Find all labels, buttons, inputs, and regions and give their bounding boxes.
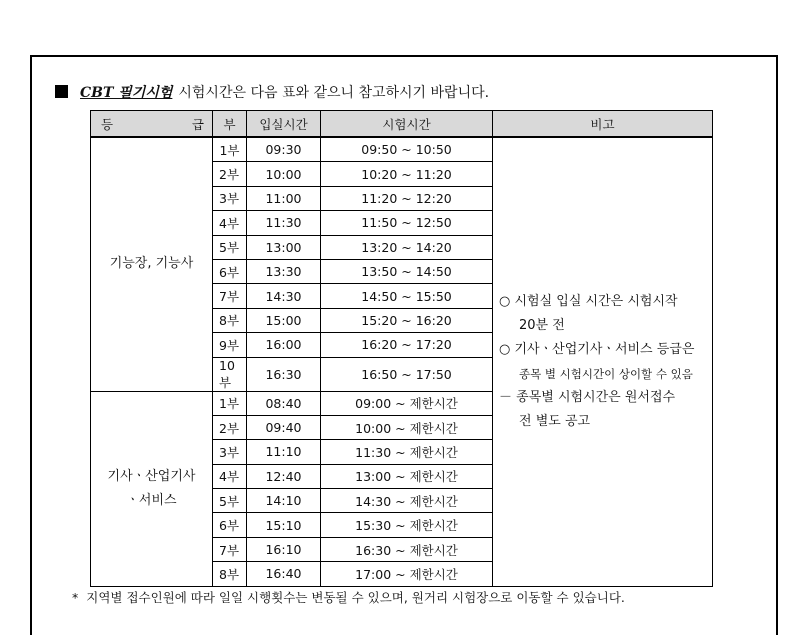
note-line: 20분 전	[519, 317, 565, 333]
exam-time-cell: 17:00 ~ 제한시간	[321, 562, 493, 586]
part-cell: 8부	[213, 308, 247, 332]
part-cell: 2부	[213, 162, 247, 186]
part-cell: 4부	[213, 464, 247, 488]
col-header-grade: 등 급	[91, 111, 213, 138]
entry-time-cell: 10:00	[247, 162, 321, 186]
entry-time-cell: 09:40	[247, 415, 321, 439]
exam-time-cell: 10:00 ~ 제한시간	[321, 415, 493, 439]
part-cell: 4부	[213, 211, 247, 235]
exam-time-cell: 16:30 ~ 제한시간	[321, 537, 493, 561]
heading-text: 시험시간은 다음 표와 같으니 참고하시기 바랍니다.	[178, 85, 490, 101]
part-cell: 3부	[213, 186, 247, 210]
part-cell: 10부	[213, 357, 247, 391]
note-line: ○ 시험실 입실 시간은 시험시작	[499, 293, 678, 309]
exam-schedule-table	[90, 110, 713, 587]
part-cell: 2부	[213, 415, 247, 439]
exam-time-cell: 16:20 ~ 17:20	[321, 333, 493, 357]
section-heading	[55, 82, 489, 102]
exam-time-cell: 09:00 ~ 제한시간	[321, 391, 493, 415]
entry-time-cell: 11:30	[247, 211, 321, 235]
exam-time-cell: 10:20 ~ 11:20	[321, 162, 493, 186]
exam-time-cell: 15:20 ~ 16:20	[321, 308, 493, 332]
entry-time-cell: 14:10	[247, 489, 321, 513]
entry-time-cell: 15:10	[247, 513, 321, 537]
entry-time-cell: 09:30	[247, 137, 321, 162]
col-header-part: 부	[213, 111, 247, 138]
exam-time-cell: 14:30 ~ 제한시간	[321, 489, 493, 513]
entry-time-cell: 14:30	[247, 284, 321, 308]
grade-cell-engineer	[91, 391, 213, 586]
part-cell: 6부	[213, 513, 247, 537]
entry-time-cell: 08:40	[247, 391, 321, 415]
note-cell	[493, 137, 713, 586]
part-cell: 1부	[213, 137, 247, 162]
col-header-note: 비고	[493, 111, 713, 138]
part-cell: 3부	[213, 440, 247, 464]
exam-time-cell: 11:50 ~ 12:50	[321, 211, 493, 235]
exam-time-cell: 13:20 ~ 14:20	[321, 235, 493, 259]
entry-time-cell: 12:40	[247, 464, 321, 488]
exam-time-cell: 13:00 ~ 제한시간	[321, 464, 493, 488]
entry-time-cell: 11:10	[247, 440, 321, 464]
entry-time-cell: 16:00	[247, 333, 321, 357]
table-row	[91, 137, 713, 162]
table-header-row	[91, 111, 713, 138]
part-cell: 1부	[213, 391, 247, 415]
entry-time-cell: 16:10	[247, 537, 321, 561]
note-line: 종목 별 시험시간이 상이할 수 있음	[519, 366, 693, 381]
entry-time-cell: 16:30	[247, 357, 321, 391]
note-line: 전 별도 공고	[519, 413, 591, 429]
square-bullet-icon	[55, 85, 68, 98]
grade-line: ㆍ서비스	[126, 492, 177, 508]
grade-cell-craftsman: 기능장, 기능사	[91, 137, 213, 391]
entry-time-cell: 15:00	[247, 308, 321, 332]
part-cell: 8부	[213, 562, 247, 586]
note-line: ○ 기사ㆍ산업기사ㆍ서비스 등급은	[499, 341, 695, 357]
part-cell: 7부	[213, 537, 247, 561]
entry-time-cell: 13:00	[247, 235, 321, 259]
entry-time-cell: 16:40	[247, 562, 321, 586]
part-cell: 9부	[213, 333, 247, 357]
exam-time-cell: 13:50 ~ 14:50	[321, 259, 493, 283]
grade-line: 기사ㆍ산업기사	[107, 468, 196, 484]
footnote-text: 지역별 접수인원에 따라 일일 시행횟수는 변동될 수 있으며, 원거리 시험장으로 이동할 수 있습니다.	[86, 590, 625, 605]
entry-time-cell: 11:00	[247, 186, 321, 210]
part-cell: 5부	[213, 489, 247, 513]
exam-time-cell: 09:50 ~ 10:50	[321, 137, 493, 162]
exam-time-cell: 16:50 ~ 17:50	[321, 357, 493, 391]
col-header-exam-time: 시험시간	[321, 111, 493, 138]
footnote-marker: *	[72, 590, 79, 605]
col-header-entry-time: 입실시간	[247, 111, 321, 138]
exam-time-cell: 11:20 ~ 12:20	[321, 186, 493, 210]
note-line: － 종목별 시험시간은 원서접수	[499, 389, 676, 405]
heading-emphasis: CBT 필기시험	[80, 85, 173, 101]
exam-time-cell: 14:50 ~ 15:50	[321, 284, 493, 308]
part-cell: 5부	[213, 235, 247, 259]
part-cell: 7부	[213, 284, 247, 308]
part-cell: 6부	[213, 259, 247, 283]
exam-time-cell: 15:30 ~ 제한시간	[321, 513, 493, 537]
footnote	[72, 588, 625, 606]
entry-time-cell: 13:30	[247, 259, 321, 283]
exam-time-cell: 11:30 ~ 제한시간	[321, 440, 493, 464]
